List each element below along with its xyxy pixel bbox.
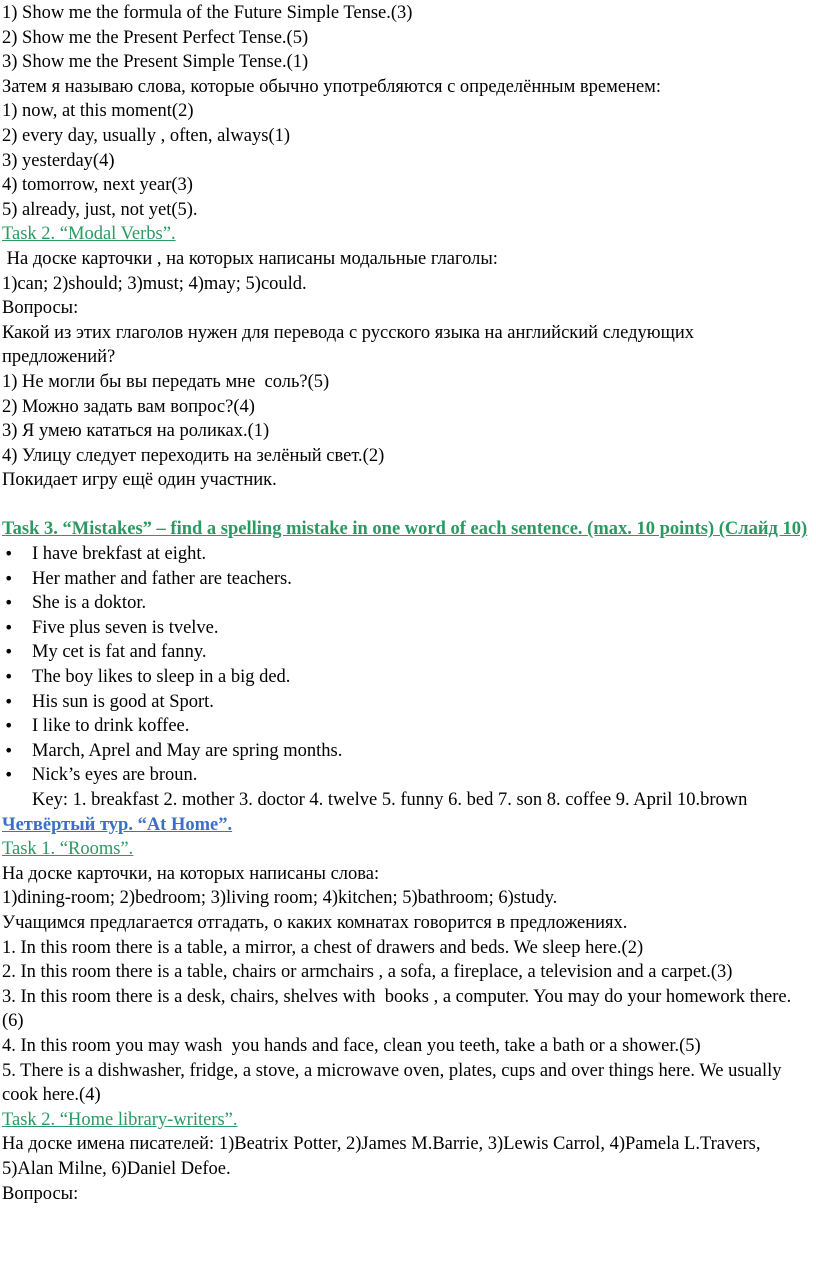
blank-line	[2, 493, 808, 518]
list-item: • Nick’s eyes are broun.	[2, 763, 808, 788]
task1-rooms-line-4: 1. In this room there is a table, a mirror, a chest of drawers and beds. We sleep here.(2)	[2, 937, 644, 958]
list-item: • Her mather and father are teachers.	[2, 567, 808, 592]
task2-modal-line-5: 1) Не могли бы вы передать мне соль?(5)	[2, 371, 330, 392]
intro-line-1: 1) Show me the formula of the Future Simple Tense.(3)	[2, 3, 413, 23]
intro-line-4: Затем я называю слова, которые обычно употребляются с определённым временем:	[2, 76, 661, 97]
answer-key: Key: 1. breakfast 2. mother 3. doctor 4. twelve 5. funny 6. bed 7. son 8. coffee 9. April 10.brown	[32, 790, 748, 810]
list-item: • His sun is good at Sport.	[2, 690, 808, 715]
task1-rooms-line-3: Учащимся предлагается отгадать, о каких комнатах говорится в предложениях.	[2, 912, 628, 933]
task1-rooms-line-2: 1)dining-room; 2)bedroom; 3)living room; 4)kitchen; 5)bathroom; 6)study.	[2, 888, 558, 909]
task2-modal-line-1: На доске карточки , на которых написаны модальные глаголы:	[2, 248, 498, 269]
list-item: • The boy likes to sleep in a big ded.	[2, 665, 808, 690]
task2-modal-heading[interactable]: Task 2. “Modal Verbs”.	[2, 224, 176, 245]
list-item: • I have brekfast at eight.	[2, 542, 808, 567]
task2-library-line-1: На доске имена писателей: 1)Beatrix Potter, 2)James M.Barrie, 3)Lewis Carrol, 4)Pamela L.Travers, 5)Alan Milne, 6)Daniel Defoe.	[2, 1134, 761, 1179]
list-item: • Five plus seven is tvelve.	[2, 616, 808, 641]
mistakes-list	[2, 542, 808, 788]
intro-line-5: 1) now, at this moment(2)	[2, 101, 194, 122]
task2-modal-line-6: 2) Можно задать вам вопрос?(4)	[2, 396, 255, 417]
intro-line-2: 2) Show me the Present Perfect Tense.(5)	[2, 27, 309, 48]
intro-line-7: 3) yesterday(4)	[2, 150, 115, 171]
list-item: • March, Aprel and May are spring months.	[2, 739, 808, 764]
intro-line-3: 3) Show me the Present Simple Tense.(1)	[2, 52, 309, 73]
task2-modal-line-8: 4) Улицу следует переходить на зелёный свет.(2)	[2, 445, 385, 466]
task1-rooms-line-6: 3. In this room there is a desk, chairs, shelves with books , a computer. You may do your homework there.(6)	[2, 986, 792, 1032]
task2-library-heading[interactable]: Task 2. “Home library-writers”.	[2, 1109, 238, 1130]
intro-line-6: 2) every day, usually , often, always(1)	[2, 125, 291, 146]
task1-rooms-line-5: 2. In this room there is a table, chairs or armchairs , a sofa, a fireplace, a television and a carpet.(3)	[2, 962, 733, 983]
task1-rooms-line-7: 4. In this room you may wash you hands and face, clean you teeth, take a bath or a shower.(5)	[2, 1035, 701, 1056]
task3-mistakes-heading[interactable]: Task 3. “Mistakes” – find a spelling mistake in one word of each sentence. (max. 10 points) (Слайд 10)	[2, 519, 808, 540]
list-item: • I like to drink koffee.	[2, 714, 808, 739]
task2-modal-line-7: 3) Я умею кататься на роликах.(1)	[2, 421, 270, 442]
intro-line-9: 5) already, just, not yet(5).	[2, 199, 198, 220]
task2-library-line-2: Вопросы:	[2, 1183, 79, 1204]
list-item: • She is a doktor.	[2, 591, 808, 616]
task2-modal-line-2: 1)can; 2)should; 3)must; 4)may; 5)could.	[2, 273, 307, 294]
task2-modal-line-4: Какой из этих глаголов нужен для перевода с русского языка на английский следующих предложений?	[2, 322, 694, 368]
task1-rooms-heading[interactable]: Task 1. “Rooms”.	[2, 839, 134, 860]
task1-rooms-line-8: 5. There is a dishwasher, fridge, a stove, a microwave oven, plates, cups and over things here. We usually cook here.(4)	[2, 1060, 782, 1106]
list-item: • My cet is fat and fanny.	[2, 640, 808, 665]
round4-heading[interactable]: Четвёртый тур. “At Home”.	[2, 814, 233, 835]
task1-rooms-line-1: На доске карточки, на которых написаны слова:	[2, 863, 380, 884]
task2-modal-line-3: Вопросы:	[2, 298, 79, 319]
task2-modal-line-9: Покидает игру ещё один участник.	[2, 470, 277, 491]
intro-line-8: 4) tomorrow, next year(3)	[2, 175, 193, 196]
